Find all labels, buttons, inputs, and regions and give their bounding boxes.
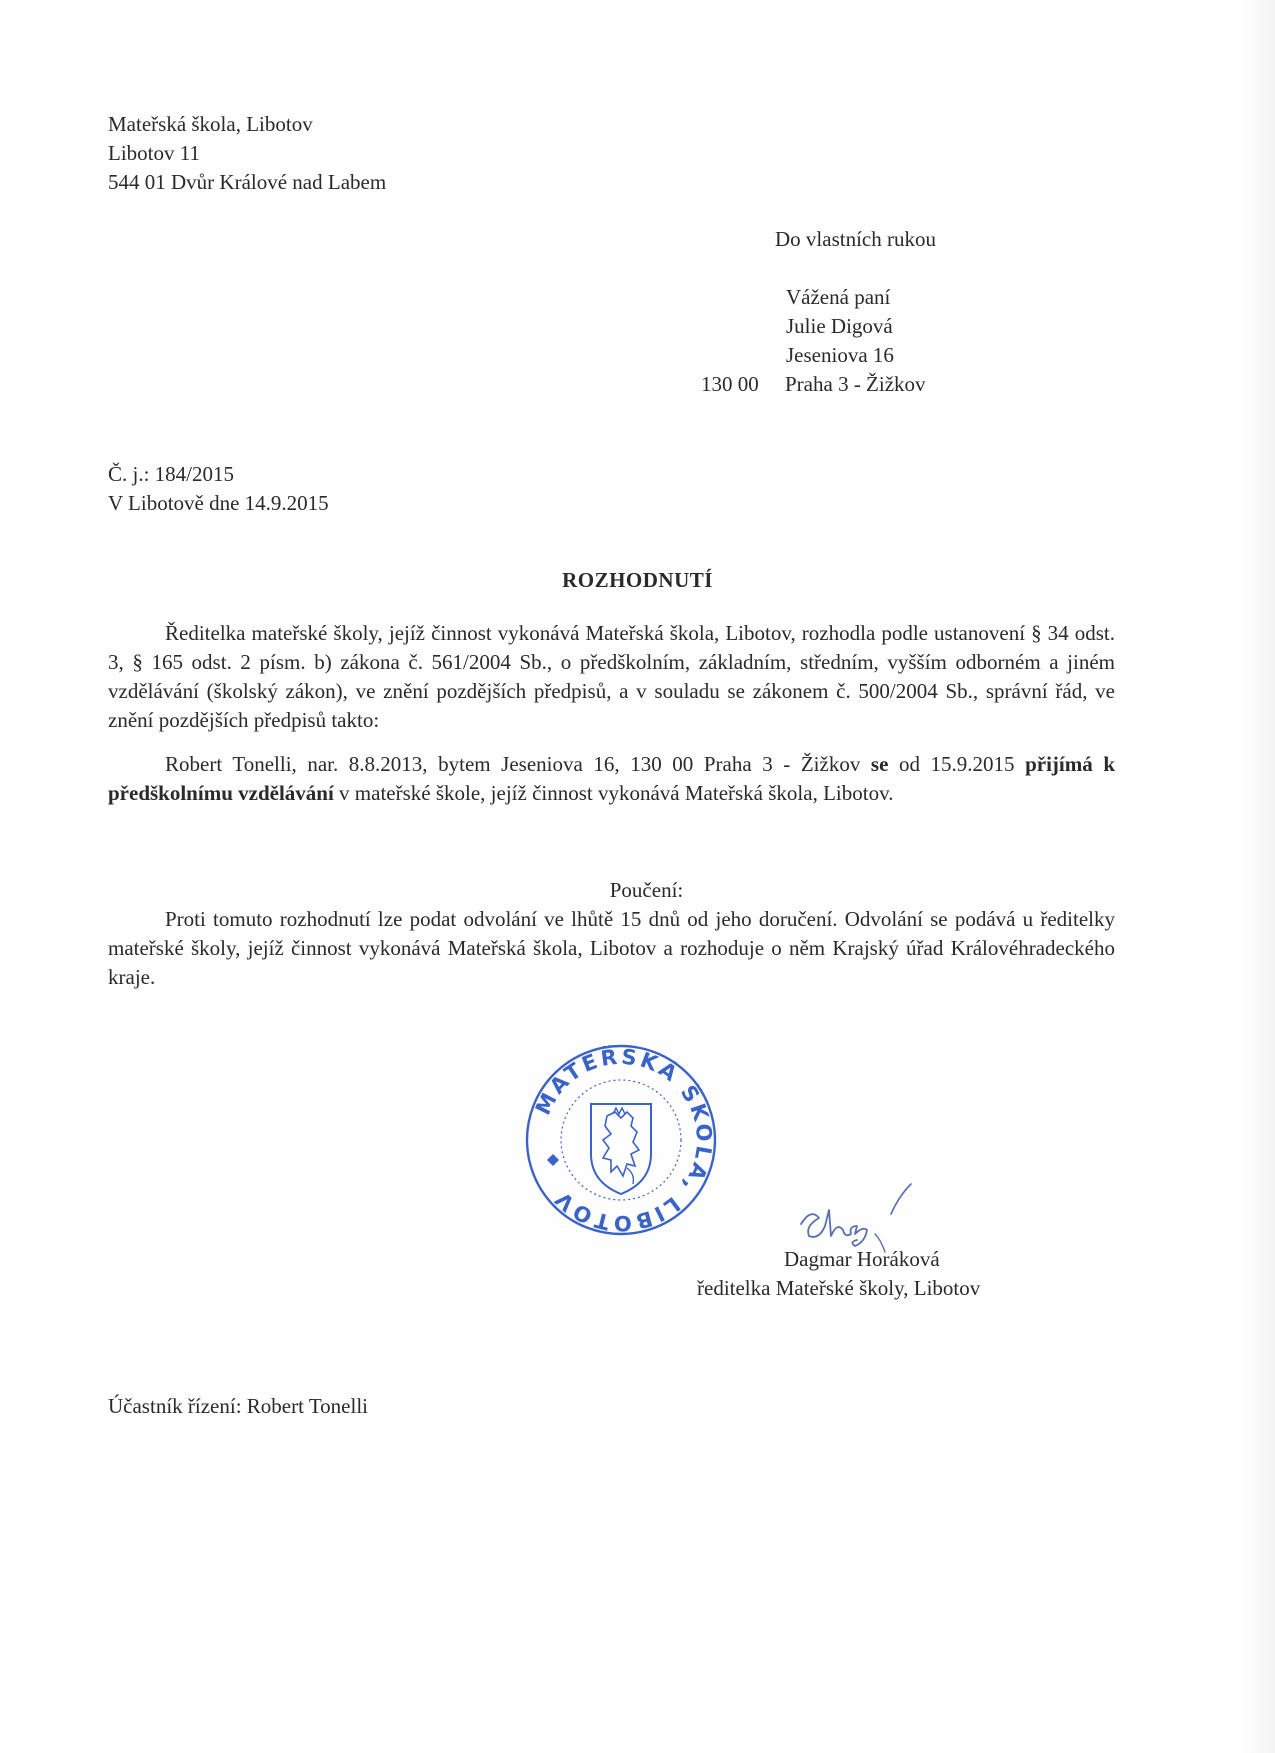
recipient-city: Praha 3 - Žižkov	[785, 372, 926, 396]
sender-city: 544 01 Dvůr Králové nad Labem	[108, 170, 387, 194]
recipient-postcode: 130 00	[701, 372, 759, 396]
delivery-note: Do vlastních rukou	[775, 227, 936, 251]
signatory-title: ředitelka Mateřské školy, Libotov	[697, 1276, 981, 1300]
document-title: ROZHODNUTÍ	[562, 568, 713, 592]
signatory-name: Dagmar Horáková	[784, 1247, 940, 1271]
decision-text-1: Robert Tonelli, nar. 8.8.2013, bytem Jeseniova 16, 130 00 Praha 3 - Žižkov	[165, 752, 871, 776]
decision-text-2: od 15.9.2015	[888, 752, 1026, 776]
recipient-salutation: Vážená paní	[786, 285, 891, 309]
decision-bold-se: se	[870, 752, 889, 776]
decision-statement	[108, 750, 1115, 808]
place-date: V Libotově dne 14.9.2015	[108, 491, 329, 515]
stamp-text: MATEŘSKÁ ŠKOLA, LIBOTOV	[530, 1044, 717, 1236]
school-stamp	[523, 1042, 719, 1238]
participant-line: Účastník řízení: Robert Tonelli	[108, 1394, 368, 1418]
sender-name: Mateřská škola, Libotov	[108, 112, 313, 136]
czech-lion-emblem-icon	[591, 1104, 651, 1194]
reference-number: Č. j.: 184/2015	[108, 462, 235, 486]
decision-intro: Ředitelka mateřské školy, jejíž činnost vykonává Mateřská škola, Libotov, rozhodla podle ustanovení § 34 odst. 3, § 165 odst. 2 písm. b) zákona č. 561/2004 Sb., o předškolním, základním, středním, vyšším odborném a jiném vzdělávání (školský zákon), ve znění pozdějších předpisů, a v souladu se zákonem č. 500/2004 Sb., správní řád, ve znění pozdějších předpisů takto:	[108, 621, 1115, 732]
decision-bold-accepted: přijímá k předškolnímu vzdělávání	[108, 752, 1115, 805]
instruction-text: Proti tomuto rozhodnutí lze podat odvolání ve lhůtě 15 dnů od jeho doručení. Odvolání se podává u ředitelky mateřské školy, jejíž činnost vykonává Mateřská škola, Libotov a rozhoduje o něm Krajský úřad Královéhradeckého kraje.	[108, 907, 1115, 989]
recipient-street: Jeseniova 16	[786, 343, 894, 367]
instruction-heading: Poučení:	[609, 878, 684, 902]
sender-street: Libotov 11	[108, 141, 200, 165]
decision-text-3: v mateřské škole, jejíž činnost vykonává Mateřská škola, Libotov.	[333, 781, 894, 805]
svg-text:MATEŘSKÁ ŠKOLA, LIBOTOV	[531, 1044, 717, 1235]
recipient-name: Julie Digová	[786, 314, 893, 338]
